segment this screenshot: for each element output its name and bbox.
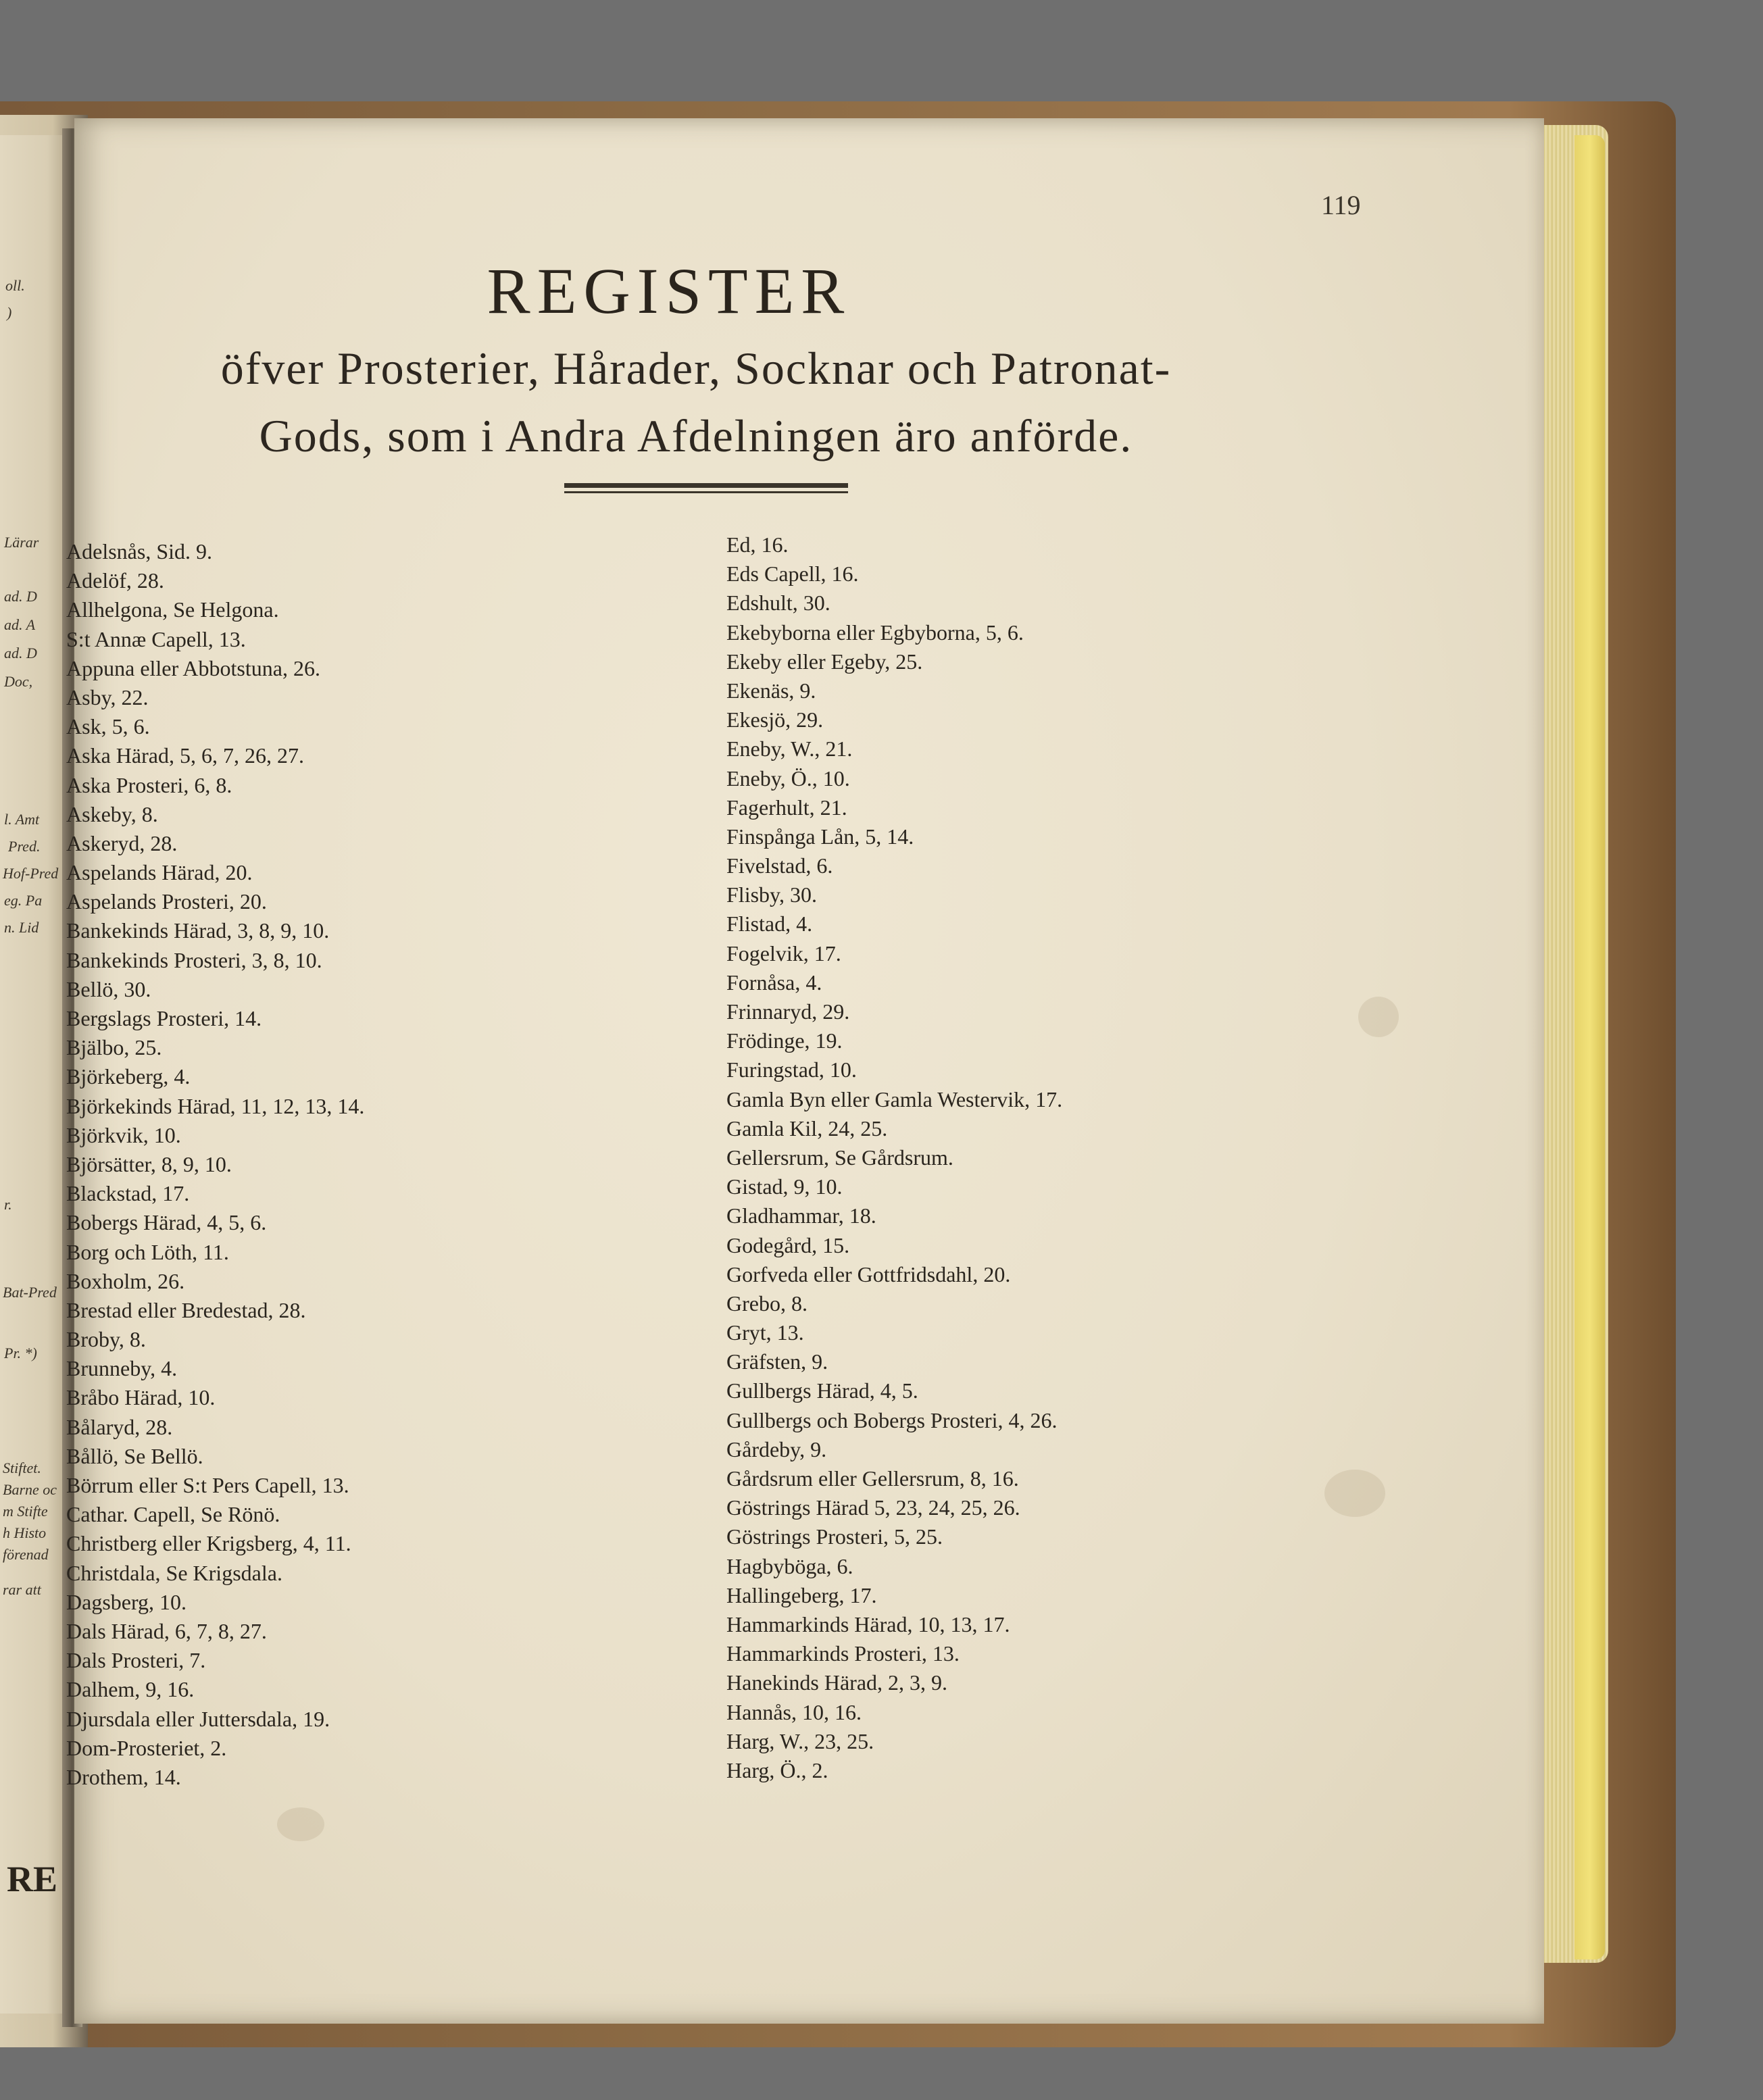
index-entry: Edshult, 30. xyxy=(726,591,830,616)
left-fragment: Lärar xyxy=(4,534,39,551)
index-entry: Göstrings Härad 5, 23, 24, 25, 26. xyxy=(726,1495,1020,1520)
left-fragment: ad. A xyxy=(4,616,36,633)
index-entry: Gullbergs Härad, 4, 5. xyxy=(726,1378,918,1403)
index-entry: Aspelands Härad, 20. xyxy=(66,860,253,885)
index-entry: Fagerhult, 21. xyxy=(726,795,847,820)
left-fragment: l. Amt xyxy=(4,811,40,828)
fore-edge xyxy=(1574,135,1605,1959)
index-entry: Aska Härad, 5, 6, 7, 26, 27. xyxy=(66,743,304,768)
index-entry: Dagsberg, 10. xyxy=(66,1589,187,1614)
index-entry: Björkekinds Härad, 11, 12, 13, 14. xyxy=(66,1093,365,1118)
index-entry: Gullbergs och Bobergs Prosteri, 4, 26. xyxy=(726,1407,1058,1432)
index-entry: Borg och Löth, 11. xyxy=(66,1239,229,1264)
index-entry: Ekesjö, 29. xyxy=(726,707,824,732)
left-fragment: eg. Pa xyxy=(4,892,43,909)
index-entry: Allhelgona, Se Helgona. xyxy=(66,597,279,622)
index-entry: Bankekinds Härad, 3, 8, 9, 10. xyxy=(66,918,330,943)
index-entry: Drothem, 14. xyxy=(66,1764,181,1789)
index-entry: Björkeberg, 4. xyxy=(66,1064,191,1089)
index-entry: Börrum eller S:t Pers Capell, 13. xyxy=(66,1473,349,1497)
index-entry: Brestad eller Bredestad, 28. xyxy=(66,1297,306,1322)
left-fragment: oll. xyxy=(5,277,25,294)
index-entry: Björkvik, 10. xyxy=(66,1122,181,1147)
left-fragment: r. xyxy=(4,1196,12,1213)
left-fragment: ad. D xyxy=(4,645,37,661)
index-entry: Aspelands Prosteri, 20. xyxy=(66,889,267,914)
left-fragment: ad. D xyxy=(4,588,37,605)
index-entry: Fogelvik, 17. xyxy=(726,941,841,966)
index-entry: Eneby, W., 21. xyxy=(726,736,853,761)
index-entry: Ekenäs, 9. xyxy=(726,678,816,703)
index-entry: Björsätter, 8, 9, 10. xyxy=(66,1151,232,1176)
index-entry: Bobergs Härad, 4, 5, 6. xyxy=(66,1210,267,1235)
index-entry: Bålaryd, 28. xyxy=(66,1414,173,1439)
index-entry: Blackstad, 17. xyxy=(66,1181,190,1206)
left-fragment: h Histo xyxy=(3,1524,47,1541)
index-entry: Harg, W., 23, 25. xyxy=(726,1728,874,1753)
index-entry: Adelöf, 28. xyxy=(66,568,164,593)
index-entry: Asby, 22. xyxy=(66,684,149,709)
title-rule xyxy=(564,483,848,495)
index-entry: Gorfveda eller Gottfridsdahl, 20. xyxy=(726,1261,1011,1286)
left-fragment: Hof-Pred xyxy=(3,865,59,882)
index-entry: Furingstad, 10. xyxy=(726,1057,857,1082)
index-entry: Brunneby, 4. xyxy=(66,1356,178,1381)
index-entry: Frödinge, 19. xyxy=(726,1028,843,1053)
index-entry: Hallingeberg, 17. xyxy=(726,1582,877,1607)
index-entry: Gladhammar, 18. xyxy=(726,1203,876,1228)
index-entry: Bankekinds Prosteri, 3, 8, 10. xyxy=(66,947,322,972)
index-entry: Fornåsa, 4. xyxy=(726,970,822,995)
foxing-spot xyxy=(1358,997,1399,1037)
index-entry: Flisby, 30. xyxy=(726,882,817,907)
index-entry: Christdala, Se Krigsdala. xyxy=(66,1560,282,1585)
foxing-spot xyxy=(277,1807,324,1841)
index-entry: Gistad, 9, 10. xyxy=(726,1174,843,1199)
index-entry: Hammarkinds Prosteri, 13. xyxy=(726,1641,960,1666)
index-entry: Gårdeby, 9. xyxy=(726,1436,827,1461)
index-entry: Hannås, 10, 16. xyxy=(726,1699,862,1724)
left-fragment: Stiftet. xyxy=(3,1459,41,1476)
index-entry: Broby, 8. xyxy=(66,1327,146,1352)
index-entry: Gräfsten, 9. xyxy=(726,1349,828,1374)
register-page xyxy=(66,118,1544,2024)
left-fragment: n. Lid xyxy=(4,919,39,936)
index-entry: Askeby, 8. xyxy=(66,801,158,826)
left-fragment: Bat-Pred xyxy=(3,1284,57,1301)
left-fragment: rar att xyxy=(3,1581,41,1598)
index-entry: Appuna eller Abbotstuna, 26. xyxy=(66,655,320,680)
index-entry: Harg, Ö., 2. xyxy=(726,1757,828,1782)
index-entry: Eneby, Ö., 10. xyxy=(726,766,850,791)
page-subtitle xyxy=(101,334,1291,470)
index-entry: Bellö, 30. xyxy=(66,976,151,1001)
index-column-right xyxy=(726,530,1062,1785)
index-entry: Dals Härad, 6, 7, 8, 27. xyxy=(66,1618,267,1643)
index-entry: Eds Capell, 16. xyxy=(726,561,859,586)
index-entry: Ekeby eller Egeby, 25. xyxy=(726,649,923,674)
index-entry: Cathar. Capell, Se Rönö. xyxy=(66,1502,280,1527)
index-column-left xyxy=(66,537,364,1792)
index-entry: Askeryd, 28. xyxy=(66,830,178,855)
index-entry: Frinnaryd, 29. xyxy=(726,999,850,1024)
index-entry: Gamla Byn eller Gamla Westervik, 17. xyxy=(726,1086,1063,1111)
index-entry: Boxholm, 26. xyxy=(66,1268,185,1293)
left-fragment: Pred. xyxy=(8,838,41,855)
left-fragment: Doc, xyxy=(4,673,33,690)
index-entry: Bållö, Se Bellö. xyxy=(66,1443,203,1468)
index-entry: Godegård, 15. xyxy=(726,1232,850,1257)
index-entry: Adelsnås, Sid. 9. xyxy=(66,539,212,564)
left-fragment: Barne oc xyxy=(3,1481,57,1498)
subtitle-line-2: Gods, som i Andra Afdelningen äro anförde. xyxy=(259,410,1133,461)
index-entry: Hanekinds Härad, 2, 3, 9. xyxy=(726,1670,948,1695)
left-fragment: m Stifte xyxy=(3,1503,48,1520)
index-entry: Bergslags Prosteri, 14. xyxy=(66,1006,262,1030)
index-entry: Hagbyböga, 6. xyxy=(726,1553,853,1578)
index-entry: Gamla Kil, 24, 25. xyxy=(726,1116,888,1141)
index-entry: Fivelstad, 6. xyxy=(726,853,833,878)
index-entry: Ekebyborna eller Egbyborna, 5, 6. xyxy=(726,620,1024,645)
index-entry: Ask, 5, 6. xyxy=(66,714,150,739)
index-entry: Bjälbo, 25. xyxy=(66,1035,162,1060)
rule-thick xyxy=(564,483,848,488)
index-entry: Djursdala eller Juttersdala, 19. xyxy=(66,1706,330,1731)
index-entry: Gellersrum, Se Gårdsrum. xyxy=(726,1145,953,1170)
index-entry: S:t Annæ Capell, 13. xyxy=(66,626,246,651)
subtitle-line-1: öfver Prosterier, Hårader, Socknar och Patronat- xyxy=(220,343,1172,394)
index-entry: Aska Prosteri, 6, 8. xyxy=(66,772,232,797)
left-fragment: Pr. *) xyxy=(4,1345,37,1361)
index-entry: Bråbo Härad, 10. xyxy=(66,1385,216,1410)
page-number: 119 xyxy=(1321,190,1361,220)
index-entry: Dalhem, 9, 16. xyxy=(66,1677,195,1702)
index-entry: Flistad, 4. xyxy=(726,911,813,936)
index-entry: Finspånga Lån, 5, 14. xyxy=(726,824,914,849)
foxing-spot xyxy=(1324,1470,1385,1517)
left-fragment: ) xyxy=(7,304,12,321)
index-entry: Dom-Prosteriet, 2. xyxy=(66,1735,227,1760)
index-entry: Hammarkinds Härad, 10, 13, 17. xyxy=(726,1611,1010,1636)
left-fragment: förenad xyxy=(3,1546,49,1563)
page-title: REGISTER xyxy=(487,255,851,327)
rule-thin xyxy=(564,491,848,493)
left-page xyxy=(0,135,68,2014)
index-entry: Christberg eller Krigsberg, 4, 11. xyxy=(66,1531,351,1556)
index-entry: Gårdsrum eller Gellersrum, 8, 16. xyxy=(726,1466,1019,1491)
left-page-heading: RE xyxy=(7,1859,58,1899)
index-entry: Dals Prosteri, 7. xyxy=(66,1648,206,1673)
index-entry: Ed, 16. xyxy=(726,532,789,557)
index-entry: Gryt, 13. xyxy=(726,1320,804,1345)
index-entry: Göstrings Prosteri, 5, 25. xyxy=(726,1524,943,1549)
index-entry: Grebo, 8. xyxy=(726,1291,808,1316)
